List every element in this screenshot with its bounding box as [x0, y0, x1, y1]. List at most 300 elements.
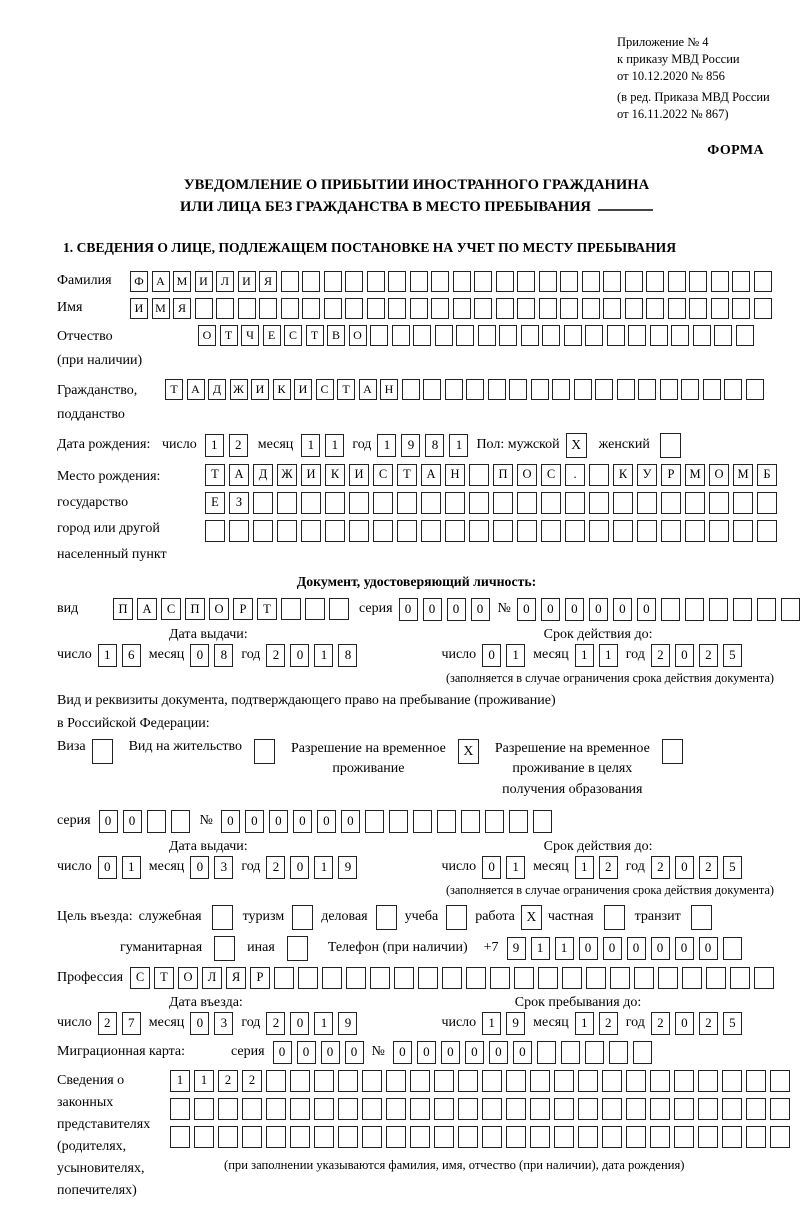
char-cell[interactable]: 2	[651, 1012, 670, 1035]
char-cell[interactable]	[437, 810, 456, 833]
char-cell[interactable]	[345, 298, 363, 319]
char-cell[interactable]	[434, 1126, 454, 1148]
char-cell[interactable]: 5	[723, 856, 742, 879]
char-cell[interactable]	[338, 1070, 358, 1092]
char-cell[interactable]: 1	[98, 644, 117, 667]
char-cell[interactable]: И	[238, 271, 256, 292]
char-cell[interactable]: 1	[377, 434, 396, 457]
char-cell[interactable]	[626, 1070, 646, 1092]
char-cell[interactable]	[722, 1070, 742, 1092]
char-cell[interactable]	[613, 492, 633, 514]
char-cell[interactable]	[242, 1098, 262, 1120]
char-cell[interactable]	[266, 1126, 286, 1148]
char-cell[interactable]: 9	[401, 434, 420, 457]
char-cell[interactable]	[685, 520, 705, 542]
char-cell[interactable]: Р	[233, 598, 253, 620]
char-cell[interactable]	[650, 1070, 670, 1092]
char-cell[interactable]: М	[685, 464, 705, 486]
char-cell[interactable]	[517, 298, 535, 319]
char-cell[interactable]: 0	[321, 1041, 340, 1064]
char-cell[interactable]	[602, 1126, 622, 1148]
char-cell[interactable]: 2	[218, 1070, 238, 1092]
char-cell[interactable]	[617, 379, 635, 400]
char-cell[interactable]	[488, 379, 506, 400]
char-cell[interactable]: 2	[98, 1012, 117, 1035]
char-cell[interactable]: 0	[465, 1041, 484, 1064]
char-cell[interactable]	[722, 1126, 742, 1148]
char-cell[interactable]: 8	[425, 434, 444, 457]
char-cell[interactable]	[445, 379, 463, 400]
char-cell[interactable]	[338, 1126, 358, 1148]
char-cell[interactable]: 0	[273, 1041, 292, 1064]
char-cell[interactable]	[711, 298, 729, 319]
char-cell[interactable]: Л	[202, 967, 222, 989]
char-cell[interactable]	[674, 1126, 694, 1148]
char-cell[interactable]	[607, 325, 625, 346]
char-cell[interactable]	[754, 271, 772, 292]
char-cell[interactable]	[609, 1041, 628, 1064]
char-cell[interactable]: М	[173, 271, 191, 292]
purpose-official-checkbox[interactable]	[212, 905, 233, 930]
char-cell[interactable]	[538, 967, 558, 989]
char-cell[interactable]: 1	[482, 1012, 501, 1035]
char-cell[interactable]	[586, 967, 606, 989]
char-cell[interactable]: 0	[675, 644, 694, 667]
char-cell[interactable]	[660, 379, 678, 400]
char-cell[interactable]: 0	[290, 644, 309, 667]
char-cell[interactable]	[689, 271, 707, 292]
char-cell[interactable]	[703, 379, 721, 400]
char-cell[interactable]: 1	[506, 644, 525, 667]
char-cell[interactable]	[499, 325, 517, 346]
char-cell[interactable]	[585, 1041, 604, 1064]
char-cell[interactable]: М	[733, 464, 753, 486]
char-cell[interactable]	[324, 298, 342, 319]
sex-female-checkbox[interactable]	[660, 433, 681, 458]
char-cell[interactable]: 0	[345, 1041, 364, 1064]
char-cell[interactable]: А	[152, 271, 170, 292]
char-cell[interactable]	[253, 492, 273, 514]
char-cell[interactable]	[218, 1126, 238, 1148]
char-cell[interactable]	[539, 271, 557, 292]
char-cell[interactable]	[466, 379, 484, 400]
char-cell[interactable]	[638, 379, 656, 400]
char-cell[interactable]: Т	[337, 379, 355, 400]
char-cell[interactable]: 1	[314, 1012, 333, 1035]
char-cell[interactable]	[633, 1041, 652, 1064]
char-cell[interactable]	[482, 1070, 502, 1092]
char-cell[interactable]	[277, 492, 297, 514]
char-cell[interactable]	[610, 967, 630, 989]
char-cell[interactable]	[301, 520, 321, 542]
char-cell[interactable]	[423, 379, 441, 400]
char-cell[interactable]	[397, 492, 417, 514]
char-cell[interactable]: Д	[208, 379, 226, 400]
char-cell[interactable]	[431, 271, 449, 292]
purpose-humanitarian-checkbox[interactable]	[214, 936, 235, 961]
temp-residence-education-checkbox[interactable]	[662, 739, 683, 764]
char-cell[interactable]: 0	[98, 856, 117, 879]
char-cell[interactable]	[746, 379, 764, 400]
char-cell[interactable]	[367, 271, 385, 292]
char-cell[interactable]	[533, 810, 552, 833]
char-cell[interactable]: Р	[661, 464, 681, 486]
char-cell[interactable]: 1	[314, 856, 333, 879]
char-cell[interactable]	[346, 967, 366, 989]
char-cell[interactable]: 2	[266, 1012, 285, 1035]
char-cell[interactable]: 1	[170, 1070, 190, 1092]
char-cell[interactable]	[496, 271, 514, 292]
char-cell[interactable]: Т	[397, 464, 417, 486]
char-cell[interactable]	[370, 325, 388, 346]
char-cell[interactable]	[517, 271, 535, 292]
char-cell[interactable]: 0	[393, 1041, 412, 1064]
char-cell[interactable]	[732, 271, 750, 292]
char-cell[interactable]: 5	[723, 1012, 742, 1035]
char-cell[interactable]: И	[349, 464, 369, 486]
char-cell[interactable]: Я	[259, 271, 277, 292]
char-cell[interactable]: 2	[229, 434, 248, 457]
char-cell[interactable]: Е	[263, 325, 281, 346]
char-cell[interactable]	[736, 325, 754, 346]
char-cell[interactable]	[302, 271, 320, 292]
char-cell[interactable]	[722, 1098, 742, 1120]
visa-checkbox[interactable]	[92, 739, 113, 764]
char-cell[interactable]: 0	[417, 1041, 436, 1064]
char-cell[interactable]	[388, 298, 406, 319]
char-cell[interactable]	[650, 325, 668, 346]
char-cell[interactable]	[646, 298, 664, 319]
char-cell[interactable]: 0	[675, 937, 694, 960]
char-cell[interactable]	[194, 1098, 214, 1120]
char-cell[interactable]: .	[565, 464, 585, 486]
char-cell[interactable]	[517, 520, 537, 542]
char-cell[interactable]: 0	[579, 937, 598, 960]
char-cell[interactable]: 2	[266, 856, 285, 879]
char-cell[interactable]	[530, 1070, 550, 1092]
char-cell[interactable]	[564, 325, 582, 346]
char-cell[interactable]	[338, 1098, 358, 1120]
char-cell[interactable]	[325, 492, 345, 514]
purpose-study-checkbox[interactable]	[446, 905, 467, 930]
char-cell[interactable]	[493, 492, 513, 514]
char-cell[interactable]: А	[137, 598, 157, 620]
char-cell[interactable]: 3	[214, 1012, 233, 1035]
char-cell[interactable]: С	[284, 325, 302, 346]
char-cell[interactable]: 0	[290, 856, 309, 879]
char-cell[interactable]: Т	[165, 379, 183, 400]
char-cell[interactable]	[195, 298, 213, 319]
char-cell[interactable]: И	[195, 271, 213, 292]
char-cell[interactable]: Т	[257, 598, 277, 620]
char-cell[interactable]: А	[187, 379, 205, 400]
char-cell[interactable]	[482, 1098, 502, 1120]
char-cell[interactable]: Я	[226, 967, 246, 989]
char-cell[interactable]: 0	[675, 856, 694, 879]
char-cell[interactable]	[661, 598, 680, 621]
char-cell[interactable]: 0	[245, 810, 264, 833]
char-cell[interactable]	[466, 967, 486, 989]
char-cell[interactable]: Л	[216, 271, 234, 292]
char-cell[interactable]	[435, 325, 453, 346]
char-cell[interactable]	[229, 520, 249, 542]
char-cell[interactable]	[362, 1098, 382, 1120]
char-cell[interactable]: 1	[205, 434, 224, 457]
char-cell[interactable]	[650, 1098, 670, 1120]
char-cell[interactable]: 8	[214, 644, 233, 667]
char-cell[interactable]: 0	[517, 598, 536, 621]
char-cell[interactable]	[469, 464, 489, 486]
char-cell[interactable]	[458, 1126, 478, 1148]
char-cell[interactable]: О	[517, 464, 537, 486]
char-cell[interactable]	[413, 325, 431, 346]
char-cell[interactable]	[421, 492, 441, 514]
char-cell[interactable]	[626, 1098, 646, 1120]
char-cell[interactable]	[290, 1126, 310, 1148]
char-cell[interactable]	[410, 1070, 430, 1092]
char-cell[interactable]: 0	[99, 810, 118, 833]
char-cell[interactable]	[421, 520, 441, 542]
char-cell[interactable]: 2	[242, 1070, 262, 1092]
char-cell[interactable]: 0	[190, 644, 209, 667]
char-cell[interactable]: 9	[507, 937, 526, 960]
char-cell[interactable]	[626, 1126, 646, 1148]
char-cell[interactable]	[746, 1126, 766, 1148]
char-cell[interactable]	[757, 492, 777, 514]
char-cell[interactable]	[370, 967, 390, 989]
char-cell[interactable]	[410, 1098, 430, 1120]
char-cell[interactable]	[582, 298, 600, 319]
char-cell[interactable]: 0	[471, 598, 490, 621]
char-cell[interactable]	[746, 1070, 766, 1092]
char-cell[interactable]	[602, 1070, 622, 1092]
purpose-work-checkbox[interactable]: X	[521, 905, 542, 930]
char-cell[interactable]: 9	[506, 1012, 525, 1035]
char-cell[interactable]	[277, 520, 297, 542]
char-cell[interactable]	[402, 379, 420, 400]
char-cell[interactable]: 0	[317, 810, 336, 833]
char-cell[interactable]	[770, 1070, 790, 1092]
char-cell[interactable]	[578, 1098, 598, 1120]
char-cell[interactable]: 1	[555, 937, 574, 960]
char-cell[interactable]	[453, 298, 471, 319]
char-cell[interactable]: Т	[306, 325, 324, 346]
char-cell[interactable]	[365, 810, 384, 833]
char-cell[interactable]: 1	[506, 856, 525, 879]
char-cell[interactable]: Т	[154, 967, 174, 989]
char-cell[interactable]	[732, 298, 750, 319]
char-cell[interactable]	[582, 271, 600, 292]
char-cell[interactable]	[754, 298, 772, 319]
char-cell[interactable]	[514, 967, 534, 989]
char-cell[interactable]: 1	[599, 644, 618, 667]
char-cell[interactable]: О	[349, 325, 367, 346]
char-cell[interactable]	[349, 520, 369, 542]
char-cell[interactable]	[565, 492, 585, 514]
char-cell[interactable]: 0	[423, 598, 442, 621]
char-cell[interactable]	[325, 520, 345, 542]
char-cell[interactable]	[362, 1070, 382, 1092]
char-cell[interactable]: Е	[205, 492, 225, 514]
char-cell[interactable]	[531, 379, 549, 400]
char-cell[interactable]	[693, 325, 711, 346]
char-cell[interactable]: 0	[341, 810, 360, 833]
char-cell[interactable]: 1	[325, 434, 344, 457]
char-cell[interactable]: И	[251, 379, 269, 400]
char-cell[interactable]	[367, 298, 385, 319]
char-cell[interactable]	[595, 379, 613, 400]
char-cell[interactable]: Ж	[277, 464, 297, 486]
char-cell[interactable]: 0	[447, 598, 466, 621]
char-cell[interactable]	[698, 1098, 718, 1120]
char-cell[interactable]	[434, 1098, 454, 1120]
char-cell[interactable]	[754, 967, 774, 989]
char-cell[interactable]	[698, 1126, 718, 1148]
char-cell[interactable]	[506, 1126, 526, 1148]
char-cell[interactable]: 1	[531, 937, 550, 960]
char-cell[interactable]	[218, 1098, 238, 1120]
char-cell[interactable]	[266, 1098, 286, 1120]
char-cell[interactable]	[410, 1126, 430, 1148]
char-cell[interactable]: П	[493, 464, 513, 486]
char-cell[interactable]	[602, 1098, 622, 1120]
char-cell[interactable]: 5	[723, 644, 742, 667]
char-cell[interactable]	[661, 520, 681, 542]
char-cell[interactable]: 3	[214, 856, 233, 879]
char-cell[interactable]	[281, 598, 301, 620]
char-cell[interactable]	[274, 967, 294, 989]
char-cell[interactable]	[329, 598, 349, 620]
char-cell[interactable]	[552, 379, 570, 400]
char-cell[interactable]: 1	[122, 856, 141, 879]
char-cell[interactable]: 0	[123, 810, 142, 833]
char-cell[interactable]	[733, 492, 753, 514]
char-cell[interactable]	[458, 1098, 478, 1120]
char-cell[interactable]	[253, 520, 273, 542]
char-cell[interactable]: О	[178, 967, 198, 989]
char-cell[interactable]	[698, 1070, 718, 1092]
char-cell[interactable]	[561, 1041, 580, 1064]
char-cell[interactable]	[147, 810, 166, 833]
char-cell[interactable]	[565, 520, 585, 542]
char-cell[interactable]: П	[113, 598, 133, 620]
char-cell[interactable]	[574, 379, 592, 400]
char-cell[interactable]: О	[709, 464, 729, 486]
char-cell[interactable]	[542, 325, 560, 346]
char-cell[interactable]	[397, 520, 417, 542]
char-cell[interactable]: 2	[651, 644, 670, 667]
char-cell[interactable]: 0	[441, 1041, 460, 1064]
char-cell[interactable]: 2	[699, 644, 718, 667]
char-cell[interactable]: Д	[253, 464, 273, 486]
char-cell[interactable]: 1	[575, 856, 594, 879]
char-cell[interactable]	[362, 1126, 382, 1148]
char-cell[interactable]: 1	[314, 644, 333, 667]
char-cell[interactable]	[682, 967, 702, 989]
char-cell[interactable]	[603, 271, 621, 292]
char-cell[interactable]: 1	[575, 1012, 594, 1035]
char-cell[interactable]: К	[325, 464, 345, 486]
char-cell[interactable]	[388, 271, 406, 292]
char-cell[interactable]	[709, 598, 728, 621]
char-cell[interactable]: 0	[482, 644, 501, 667]
char-cell[interactable]: 1	[575, 644, 594, 667]
char-cell[interactable]: 9	[338, 1012, 357, 1035]
char-cell[interactable]: 0	[482, 856, 501, 879]
char-cell[interactable]	[554, 1098, 574, 1120]
purpose-tourism-checkbox[interactable]	[292, 905, 313, 930]
char-cell[interactable]: Ч	[241, 325, 259, 346]
char-cell[interactable]	[674, 1098, 694, 1120]
char-cell[interactable]: С	[316, 379, 334, 400]
char-cell[interactable]	[456, 325, 474, 346]
char-cell[interactable]	[259, 298, 277, 319]
char-cell[interactable]	[517, 492, 537, 514]
purpose-private-checkbox[interactable]	[604, 905, 625, 930]
char-cell[interactable]: М	[152, 298, 170, 319]
char-cell[interactable]: 0	[565, 598, 584, 621]
char-cell[interactable]	[394, 967, 414, 989]
char-cell[interactable]	[733, 598, 752, 621]
char-cell[interactable]	[585, 325, 603, 346]
char-cell[interactable]: О	[209, 598, 229, 620]
char-cell[interactable]	[625, 271, 643, 292]
char-cell[interactable]: 0	[297, 1041, 316, 1064]
char-cell[interactable]	[539, 298, 557, 319]
char-cell[interactable]: 1	[449, 434, 468, 457]
char-cell[interactable]	[709, 520, 729, 542]
char-cell[interactable]	[646, 271, 664, 292]
char-cell[interactable]	[485, 810, 504, 833]
char-cell[interactable]	[493, 520, 513, 542]
char-cell[interactable]	[386, 1126, 406, 1148]
char-cell[interactable]: Т	[220, 325, 238, 346]
char-cell[interactable]: 0	[541, 598, 560, 621]
purpose-other-checkbox[interactable]	[287, 936, 308, 961]
char-cell[interactable]	[305, 598, 325, 620]
char-cell[interactable]: 0	[399, 598, 418, 621]
char-cell[interactable]: 2	[699, 1012, 718, 1035]
char-cell[interactable]: 7	[122, 1012, 141, 1035]
char-cell[interactable]	[482, 1126, 502, 1148]
char-cell[interactable]	[554, 1070, 574, 1092]
char-cell[interactable]: 0	[613, 598, 632, 621]
char-cell[interactable]	[281, 298, 299, 319]
purpose-business-checkbox[interactable]	[376, 905, 397, 930]
char-cell[interactable]	[290, 1098, 310, 1120]
char-cell[interactable]	[541, 492, 561, 514]
char-cell[interactable]	[650, 1126, 670, 1148]
char-cell[interactable]	[770, 1098, 790, 1120]
char-cell[interactable]	[578, 1070, 598, 1092]
char-cell[interactable]	[314, 1098, 334, 1120]
char-cell[interactable]	[625, 298, 643, 319]
char-cell[interactable]	[730, 967, 750, 989]
char-cell[interactable]: 0	[699, 937, 718, 960]
char-cell[interactable]	[490, 967, 510, 989]
char-cell[interactable]	[733, 520, 753, 542]
char-cell[interactable]: 0	[190, 856, 209, 879]
char-cell[interactable]	[757, 520, 777, 542]
char-cell[interactable]	[530, 1126, 550, 1148]
char-cell[interactable]	[671, 325, 689, 346]
char-cell[interactable]	[709, 492, 729, 514]
char-cell[interactable]: Т	[205, 464, 225, 486]
purpose-transit-checkbox[interactable]	[691, 905, 712, 930]
char-cell[interactable]	[541, 520, 561, 542]
char-cell[interactable]: Р	[250, 967, 270, 989]
char-cell[interactable]: 0	[627, 937, 646, 960]
